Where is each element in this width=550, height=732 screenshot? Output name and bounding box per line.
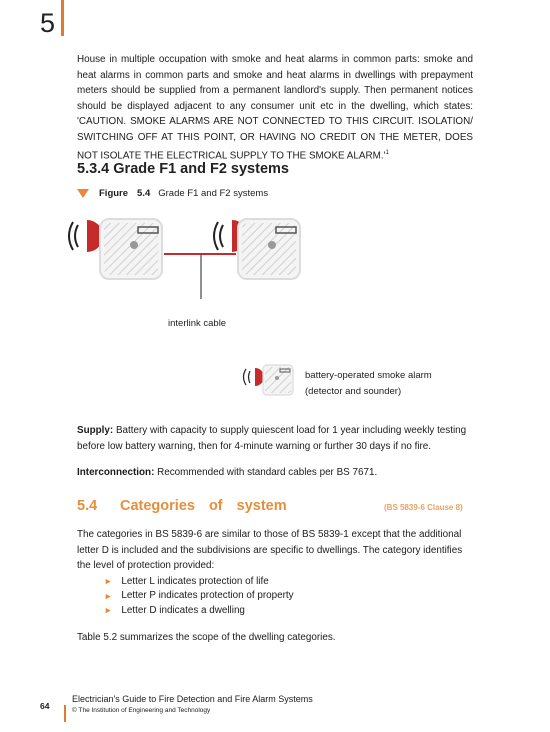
figure-number: 5.4 <box>137 188 151 199</box>
interconnection-label: Interconnection: <box>77 467 155 478</box>
section-number: 5.4 <box>77 498 98 514</box>
page-number: 64 <box>40 701 50 711</box>
footer-accent-bar <box>64 705 66 722</box>
figure-title: Grade F1 and F2 systems <box>158 188 269 199</box>
figure-caption <box>77 188 268 199</box>
legend-line-1: battery-operated smoke alarm <box>305 370 432 381</box>
supply-paragraph <box>77 423 473 454</box>
section-word-3: system <box>236 498 287 514</box>
intro-paragraph <box>77 52 473 163</box>
clause-reference: (BS 5839-6 Clause 8) <box>384 503 463 512</box>
caption-triangle-icon <box>77 189 89 198</box>
category-list <box>104 574 294 618</box>
interconnection-text: Recommended with standard cables per BS 7671. <box>154 467 378 478</box>
interlink-label: interlink cable <box>168 318 227 329</box>
smoke-alarm-left <box>69 219 162 279</box>
bullet-arrow-icon: ► <box>104 605 113 616</box>
list-item: ► Letter P indicates protection of property <box>104 590 294 602</box>
footer-book-title: Electrician's Guide to Fire Detection and Fire Alarm Systems <box>72 694 313 704</box>
section-word-1: Categories <box>120 498 195 514</box>
legend-alarm <box>244 365 294 395</box>
legend-line-2: (detector and sounder) <box>305 386 402 397</box>
interconnection-paragraph <box>77 465 473 481</box>
chapter-accent-bar <box>61 0 64 36</box>
summary-paragraph: Table 5.2 summarizes the scope of the dwelling categories. <box>77 632 336 643</box>
smoke-alarm-right <box>214 219 300 279</box>
chapter-number: 5 <box>40 8 56 38</box>
categories-paragraph: The categories in BS 5839-6 are similar to those of BS 5839-1 except that the additional letter D is included and the subdivisions are specific to dwellings. The category identifies the level of protection provided: <box>77 529 463 572</box>
footer-copyright: © The Institution of Engineering and Technology <box>72 707 211 714</box>
detector-led <box>268 241 276 249</box>
section-heading-5-4 <box>77 498 287 514</box>
figure-label: Figure <box>99 188 129 199</box>
intro-text: House in multiple occupation with smoke and heat alarms in common parts: smoke and heat alarms in common parts and smoke and heat alarms in dwellings with prepayment meters should be supplied from a permanent landlord's supply. Then permanent notices should be displayed adjacent to any consumer unit etc in the dwelling, which states: 'CAUTION. SMOKE ALARMS ARE NOT CONNECTED TO THIS CIRCUIT. ISOLATION/ SWITCHING OFF AT THIS POINT, OR HAVING NO CREDIT ON THE METER, DOES NOT ISOLATE THE ELECTRICAL SUPPLY TO THE SMOKE ALARM.' <box>77 54 473 161</box>
supply-label: Supply: <box>77 425 114 436</box>
detector-led <box>130 241 138 249</box>
supply-text: Battery with capacity to supply quiescent load for 1 year including weekly testing before low battery warning, then for 4-minute warning or further 30 days if no fire. <box>77 425 467 452</box>
figure-diagram <box>60 205 480 410</box>
list-item: ► Letter D indicates a dwelling <box>104 604 245 616</box>
section-word-2: of <box>208 498 223 514</box>
bullet-arrow-icon: ► <box>104 576 113 587</box>
footnote-marker: 1 <box>385 149 389 156</box>
sound-waves-icon <box>69 222 78 250</box>
bullet-arrow-icon: ► <box>104 590 113 601</box>
list-item: ► Letter L indicates protection of life <box>104 575 269 587</box>
sound-waves-icon <box>214 222 223 250</box>
section-heading-5-3-4: 5.3.4 Grade F1 and F2 systems <box>77 161 289 177</box>
